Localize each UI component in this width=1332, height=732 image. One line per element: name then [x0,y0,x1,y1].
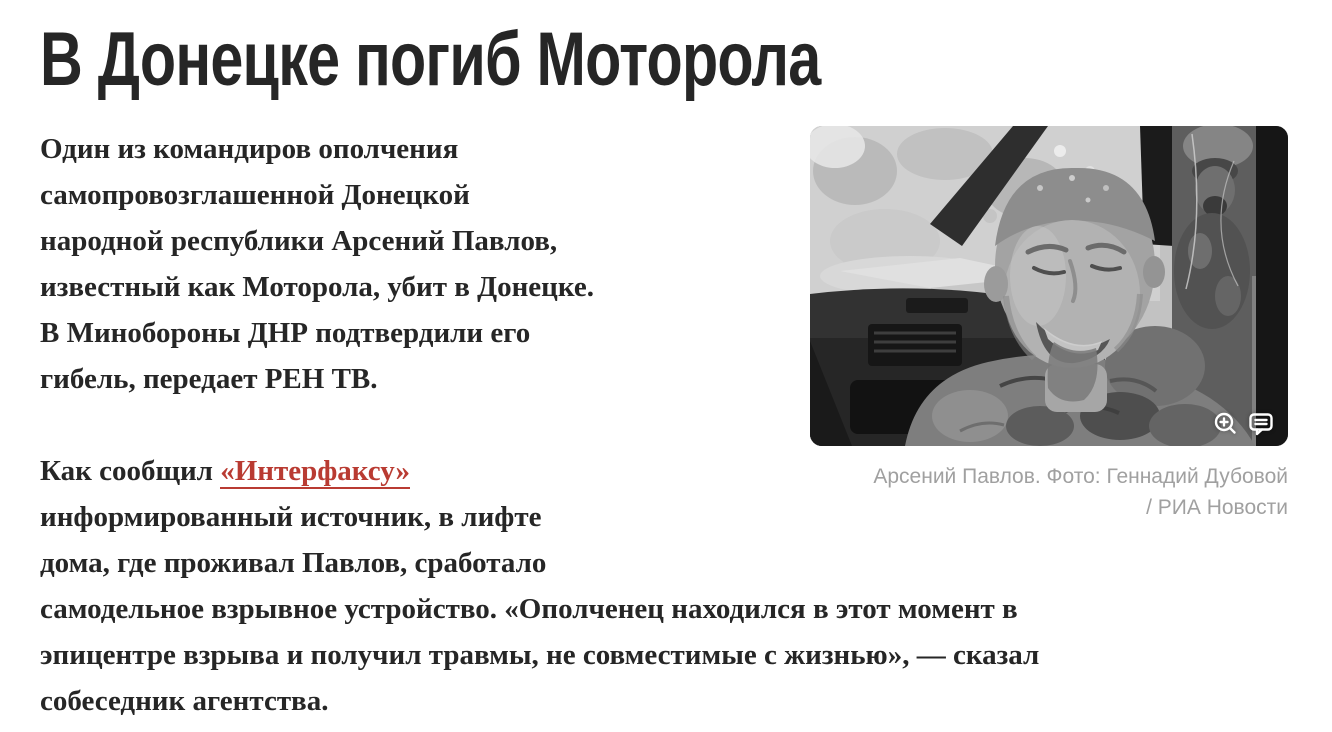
text-segment: гибель, передает РЕН ТВ. [40,363,378,395]
text-segment: самодельное взрывное устройство. «Ополченец находился в этот момент в [40,593,1018,625]
text-line [40,632,1288,678]
text-segment: эпицентре взрыва и получил травмы, не совместимые с жизнью», — сказал [40,639,1040,671]
interfax-link[interactable]: «Интерфаксу» [220,455,410,487]
text-segment: самопровозглашенной Донецкой [40,179,470,211]
article-figure [810,126,1288,523]
article-photo[interactable] [810,126,1288,446]
photo-caption [810,461,1288,523]
text-segment: В Минобороны ДНР подтвердили его [40,317,531,349]
photo-caption-line: / РИА Новости [1146,496,1288,519]
photo-image [810,126,1288,446]
text-segment: собеседник агентства. [40,685,329,717]
photo-action-icons [1213,411,1275,437]
article-title [40,17,1288,102]
text-line [40,540,1288,586]
photo-caption-line: Арсений Павлов. Фото: Геннадий Дубовой [873,465,1288,488]
text-line [40,678,1288,724]
text-segment: известный как Моторола, убит в Донецке. [40,271,594,303]
text-segment: информированный источник, в лифте [40,501,542,533]
text-segment: Как сообщил [40,455,221,487]
text-line [40,586,1288,632]
article-title-text: В Донецке погиб Моторола [40,17,821,102]
text-segment: Один из командиров ополчения [40,133,459,165]
text-segment: народной республики Арсений Павлов, [40,225,558,257]
zoom-in-icon[interactable] [1213,411,1239,437]
comment-icon[interactable] [1247,411,1275,437]
text-segment: дома, где проживал Павлов, сработало [40,547,547,579]
